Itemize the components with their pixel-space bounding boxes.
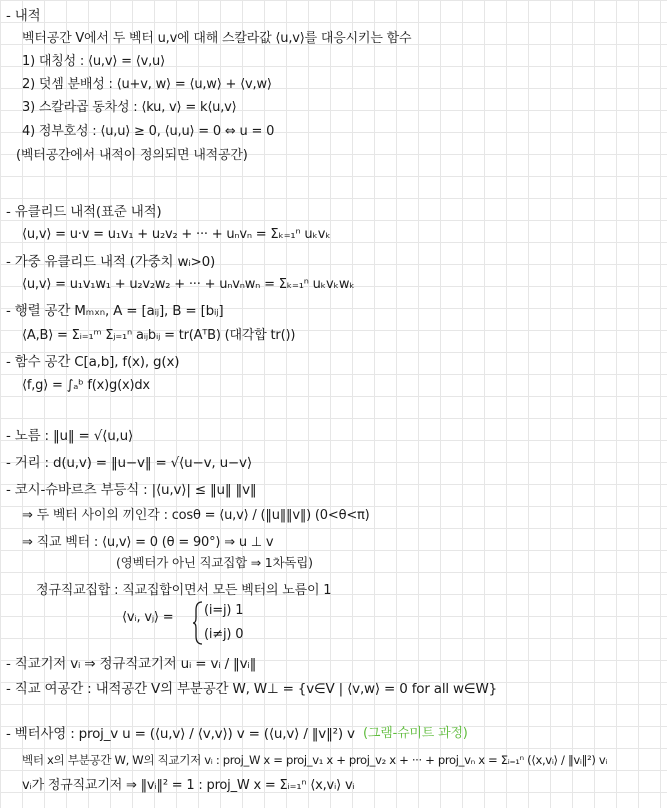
orthogonal-independence-note: (영벡터가 아닌 직교집합 ⇒ 1차독립) — [116, 555, 313, 570]
cauchy-schwarz-title: - 코시-슈바르츠 부등식 : |⟨u,v⟩| ≤ ‖u‖ ‖v‖ — [6, 482, 257, 498]
axiom-positivity: 4) 정부호성 : ⟨u,u⟩ ≥ 0, ⟨u,u⟩ = 0 ⇔ u = 0 — [22, 124, 275, 139]
norm-definition: - 노름 : ‖u‖ = √⟨u,u⟩ — [6, 428, 134, 444]
distance-definition: - 거리 : d(u,v) = ‖u−v‖ = √⟨u−v, u−v⟩ — [6, 455, 252, 471]
projection-onto-subspace: 벡터 x의 부분공간 W, W의 직교기저 vᵢ : proj_W x = proj_v₁ x + proj_v₂ x + ··· + proj_vₙ x = Σᵢ₌₁ⁿ (⟨x,vᵢ⟩ / ‖vᵢ‖²) vᵢ — [22, 753, 608, 767]
section-title-matrix: - 행렬 공간 Mₘₓₙ, A = [aᵢⱼ], B = [bᵢⱼ] — [6, 303, 224, 319]
section-title-euclid: - 유클리드 내적(표준 내적) — [6, 204, 162, 220]
angle-between-vectors: ⇒ 두 벡터 사이의 끼인각 : cosθ = ⟨u,v⟩ / (‖u‖‖v‖) (0<θ<π) — [22, 508, 370, 523]
section-title-inner-product: - 내적 — [6, 8, 41, 24]
axiom-homogeneity: 3) 스칼라곱 동차성 : ⟨ku, v⟩ = k⟨u,v⟩ — [22, 100, 237, 115]
orthogonal-complement: - 직교 여공간 : 내적공간 V의 부분공간 W, W⊥ = {v∈V | ⟨v,w⟩ = 0 for all w∈W} — [6, 681, 497, 697]
orthogonal-basis: - 직교기저 vᵢ ⇒ 정규직교기저 uᵢ = vᵢ / ‖vᵢ‖ — [6, 656, 257, 672]
kronecker-case-equal: (i=j) 1 — [204, 603, 244, 618]
orthonormal-set-definition: 정규직교집합 : 직교집합이면서 모든 벡터의 노름이 1 — [36, 583, 332, 598]
inner-product-definition: 벡터공간 V에서 두 벡터 u,v에 대해 스칼라값 ⟨u,v⟩를 대응시키는 함수 — [22, 31, 412, 46]
matrix-formula: ⟨A,B⟩ = Σᵢ₌₁ᵐ Σⱼ₌₁ⁿ aᵢⱼbᵢⱼ = tr(AᵀB) (대각합 tr()) — [22, 328, 296, 343]
section-title-weighted: - 가중 유클리드 내적 (가중치 wᵢ>0) — [6, 254, 216, 270]
kronecker-lhs: ⟨vᵢ, vⱼ⟩ = — [122, 610, 174, 625]
euclid-formula: ⟨u,v⟩ = u·v = u₁v₁ + u₂v₂ + ··· + uₙvₙ = Σₖ₌₁ⁿ uₖvₖ — [22, 227, 331, 242]
section-title-function-space: - 함수 공간 C[a,b], f(x), g(x) — [6, 354, 180, 370]
left-brace-icon — [192, 600, 204, 646]
weighted-formula: ⟨u,v⟩ = u₁v₁w₁ + u₂v₂w₂ + ··· + uₙvₙwₙ = Σₖ₌₁ⁿ uₖvₖwₖ — [22, 277, 355, 292]
axiom-additivity: 2) 덧셈 분배성 : ⟨u+v, w⟩ = ⟨u,w⟩ + ⟨v,w⟩ — [22, 77, 272, 92]
gram-schmidt-label: (그램-슈미트 과정) — [363, 726, 468, 741]
vector-projection-formula: - 벡터사영 : proj_v u = (⟨u,v⟩ / ⟨v,v⟩) v = (⟨u,v⟩ / ‖v‖²) v — [6, 726, 355, 742]
projection-orthonormal-case: vᵢ가 정규직교기저 ⇒ ‖vᵢ‖² = 1 : proj_W x = Σᵢ₌₁ⁿ ⟨x,vᵢ⟩ vᵢ — [22, 778, 355, 793]
kronecker-case-unequal: (i≠j) 0 — [204, 627, 244, 642]
axiom-symmetry: 1) 대칭성 : ⟨u,v⟩ = ⟨v,u⟩ — [22, 54, 165, 69]
inner-product-remark: (벡터공간에서 내적이 정의되면 내적공간) — [16, 148, 248, 163]
function-space-formula: ⟨f,g⟩ = ∫ₐᵇ f(x)g(x)dx — [22, 378, 150, 393]
orthogonal-vectors: ⇒ 직교 벡터 : ⟨u,v⟩ = 0 (θ = 90°) ⇒ u ⊥ v — [22, 535, 274, 550]
